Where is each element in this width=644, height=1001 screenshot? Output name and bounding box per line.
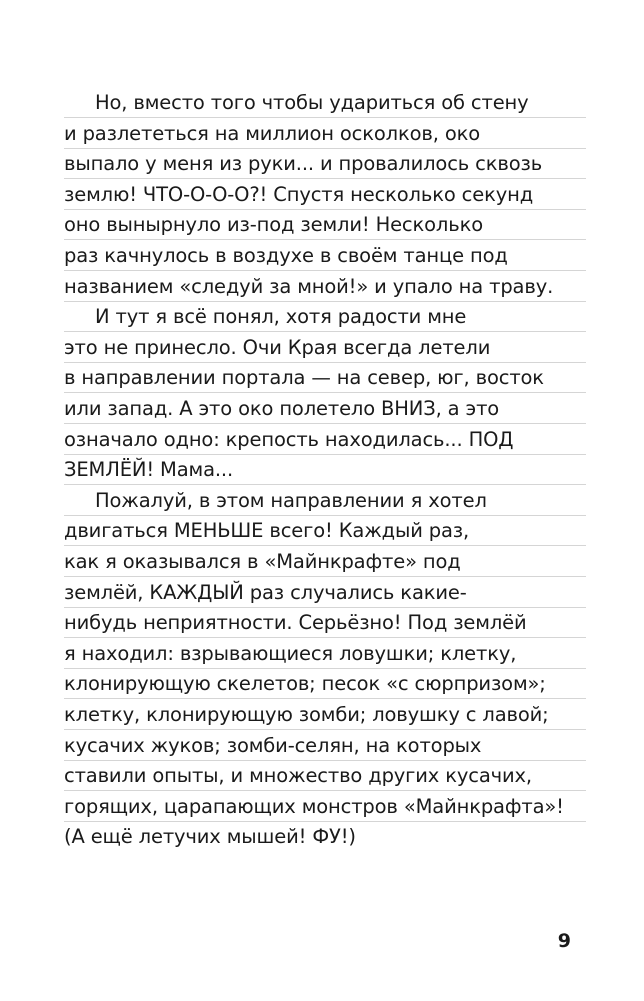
- text-line: клонирующую скелетов; песок «с сюрпризом»;: [64, 669, 586, 699]
- page-number: 9: [557, 930, 571, 952]
- text-line: или запад. А это око полетело ВНИЗ, а это: [64, 394, 586, 424]
- text-line: горящих, царапающих монстров «Майнкрафта»!: [64, 792, 586, 822]
- text-line: раз качнулось в воздухе в своём танце под: [64, 241, 586, 271]
- text-line: названием «следуй за мной!» и упало на траву.: [64, 272, 586, 302]
- text-line: кусачих жуков; зомби-селян, на которых: [64, 731, 586, 761]
- text-line: землю! ЧТО-О-О-О?! Спустя несколько секунд: [64, 180, 586, 210]
- text-line: означало одно: крепость находилась... ПОД: [64, 425, 586, 455]
- text-line: И тут я всё понял, хотя радости мне: [64, 302, 586, 332]
- text-line: двигаться МЕНЬШЕ всего! Каждый раз,: [64, 516, 586, 546]
- text-line: Пожалуй, в этом направлении я хотел: [64, 486, 586, 516]
- text-line: я находил: взрывающиеся ловушки; клетку,: [64, 639, 586, 669]
- text-line: это не принесло. Очи Края всегда летели: [64, 333, 586, 363]
- text-line: (А ещё летучих мышей! ФУ!): [64, 825, 356, 848]
- text-line: выпало у меня из руки... и провалилось сквозь: [64, 149, 586, 179]
- page-text: [64, 88, 586, 848]
- text-line: как я оказывался в «Майнкрафте» под: [64, 547, 586, 577]
- text-line: нибудь неприятности. Серьёзно! Под землёй: [64, 608, 586, 638]
- text-line: ставили опыты, и множество других кусачих,: [64, 761, 586, 791]
- text-line: Но, вместо того чтобы удариться об стену: [64, 88, 586, 118]
- text-line: землёй, КАЖДЫЙ раз случались какие-: [64, 578, 586, 608]
- text-line: оно вынырнуло из-под земли! Несколько: [64, 210, 586, 240]
- text-line: ЗЕМЛЁЙ! Мама...: [64, 455, 586, 485]
- text-line: клетку, клонирующую зомби; ловушку с лавой;: [64, 700, 586, 730]
- text-line: в направлении портала — на север, юг, восток: [64, 363, 586, 393]
- text-line: и разлететься на миллион осколков, око: [64, 119, 586, 149]
